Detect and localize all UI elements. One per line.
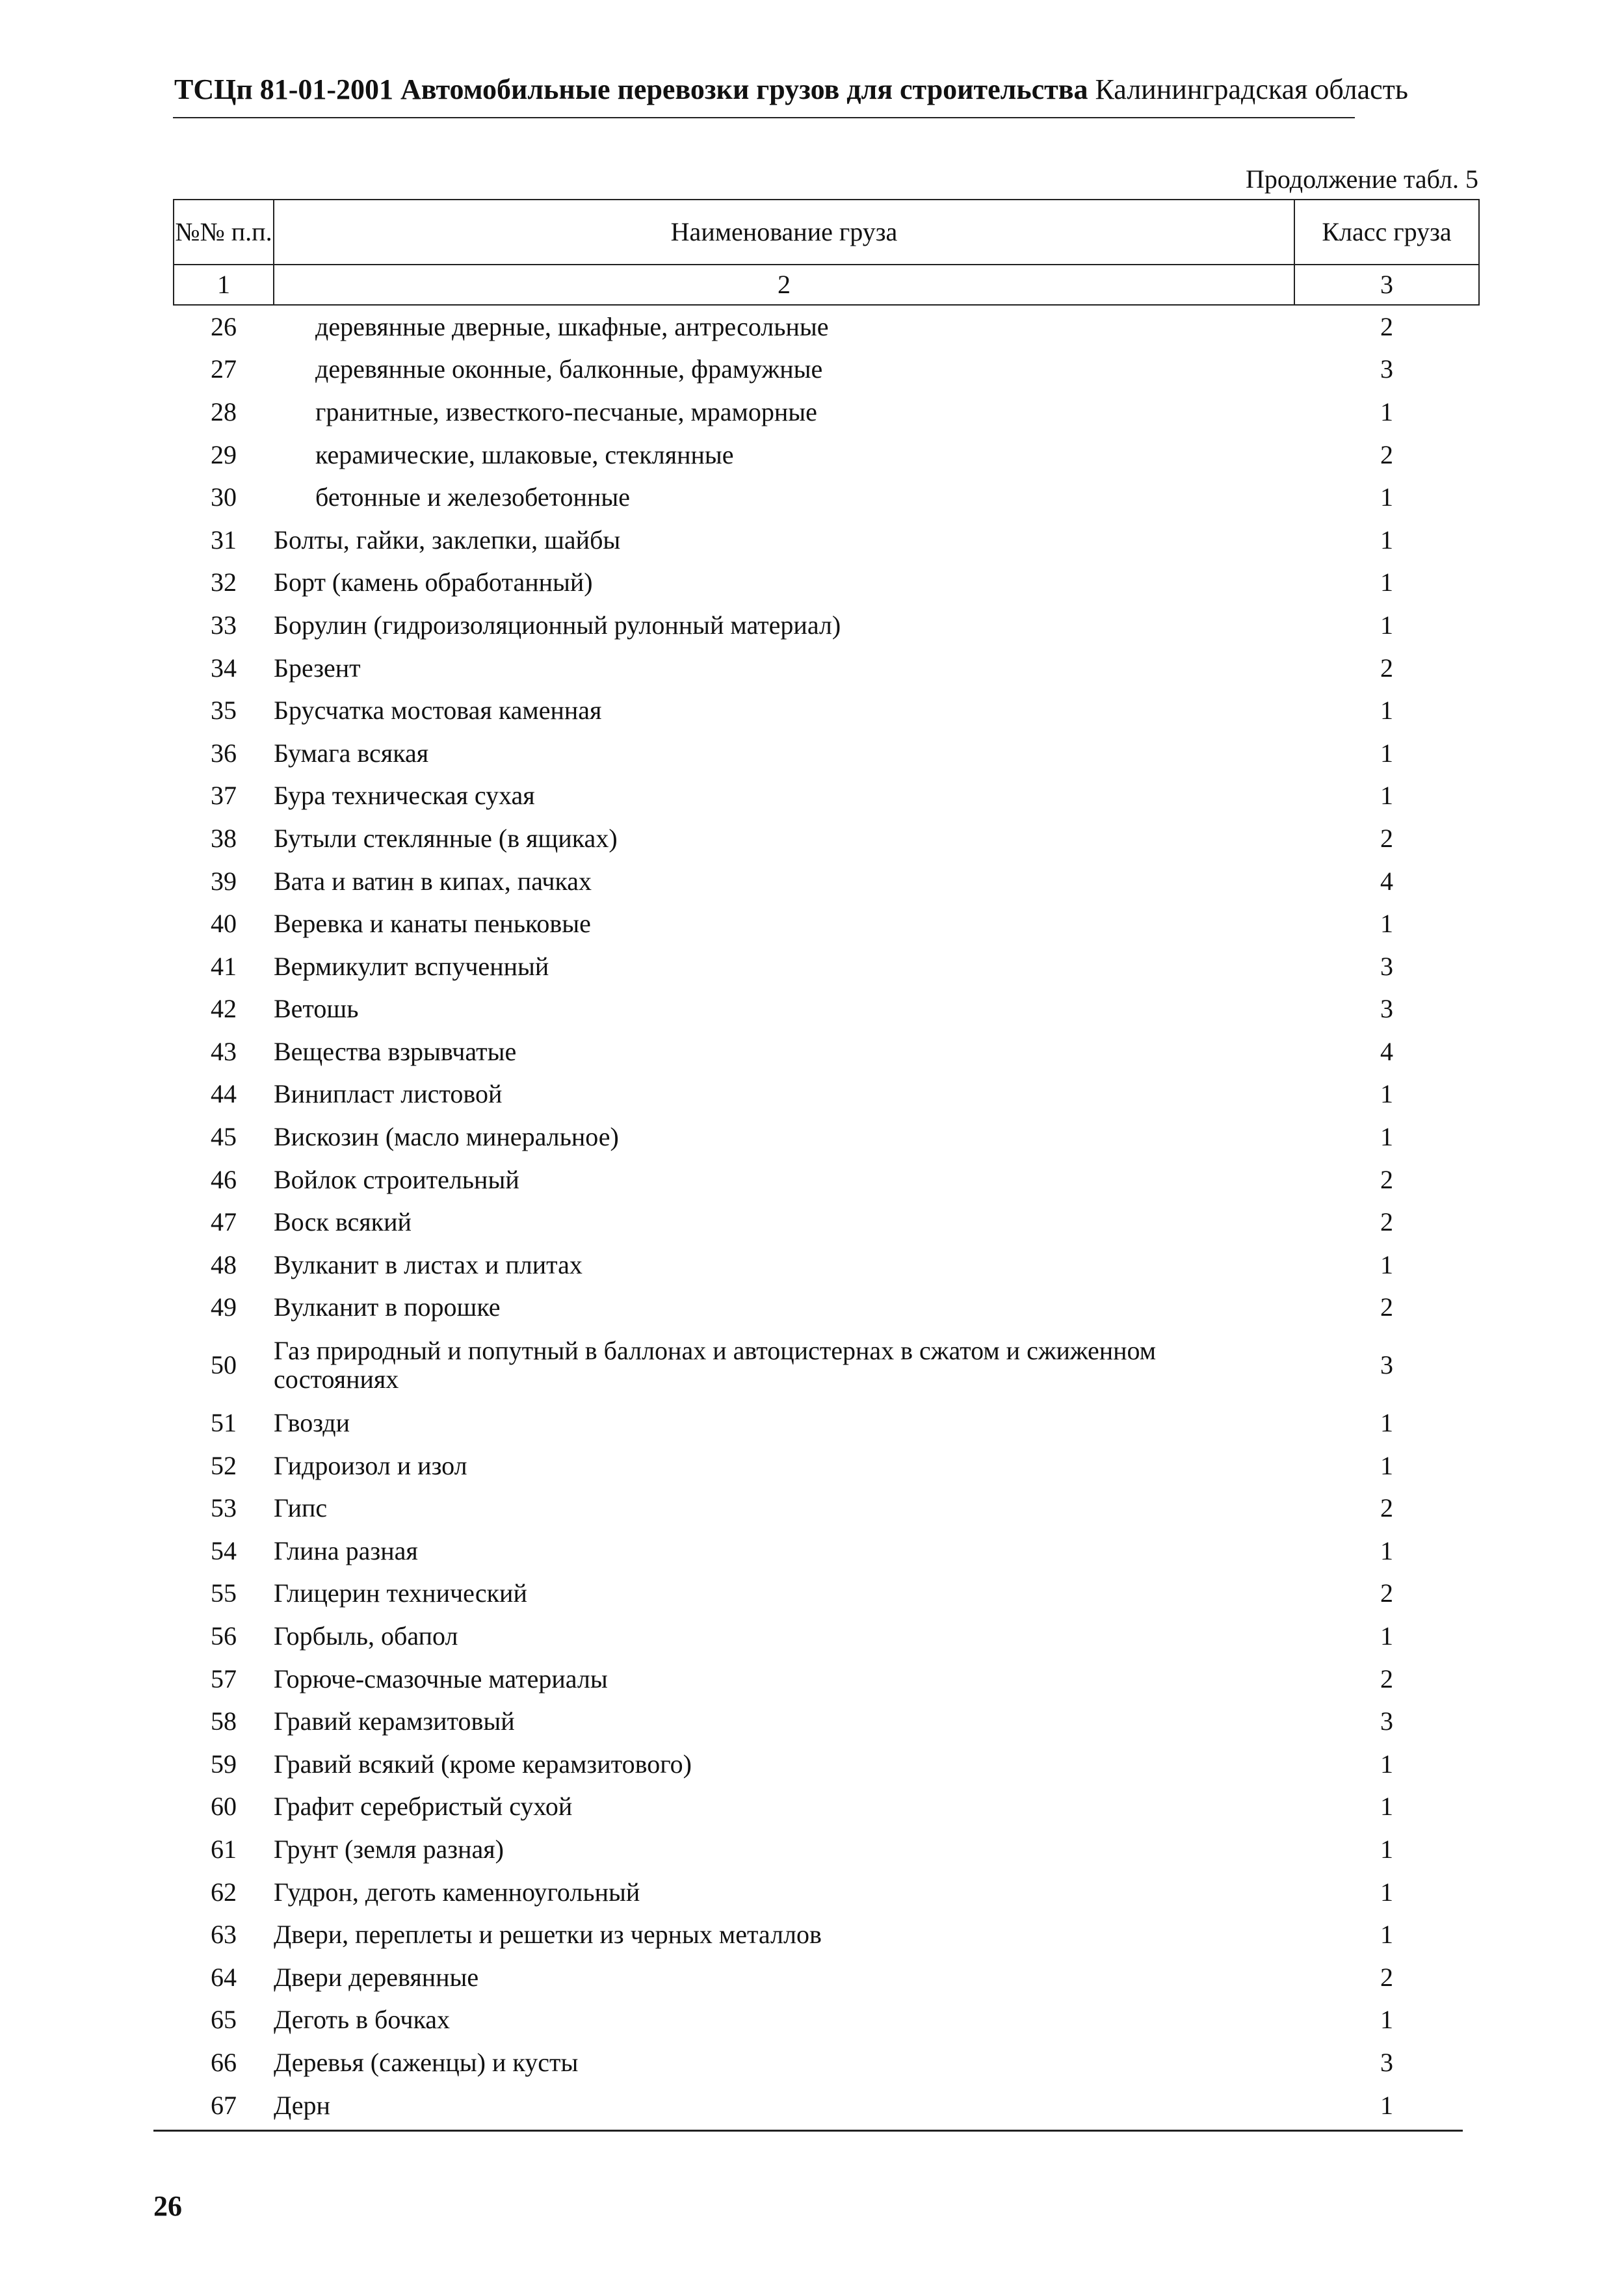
row-number: 43 [211,1036,237,1066]
row-number: 36 [211,738,237,768]
row-number: 47 [211,1207,237,1237]
cargo-class: 2 [1380,1493,1393,1523]
row-number: 63 [211,1920,237,1950]
row-number: 38 [211,823,237,853]
row-number: 39 [211,866,237,896]
cargo-name: Вещества взрывчатые [274,1036,517,1066]
cargo-name: гранитные, известкого-песчаные, мраморные [315,397,817,426]
cargo-name: Бура техническая сухая [274,781,535,811]
table-row [174,1786,1479,1829]
cargo-class: 2 [1380,1962,1393,1992]
row-number: 29 [211,439,237,469]
cargo-class: 1 [1380,2005,1393,2035]
row-number: 62 [211,1877,237,1907]
cargo-name: Горюче-смазочные материалы [274,1664,608,1693]
cargo-name: Грунт (земля разная) [274,1834,504,1864]
cargo-class: 2 [1380,823,1393,853]
column-header-name: Наименование груза [274,200,1294,265]
cargo-name: Винипласт листовой [274,1079,503,1109]
table-row [174,434,1479,477]
cargo-name: Борулин (гидроизоляционный рулонный материал) [274,610,841,640]
running-header [174,73,1408,106]
table-row [174,2041,1479,2084]
cargo-class: 4 [1380,866,1393,896]
cargo-name: деревянные дверные, шкафные, антресольные [315,311,829,341]
table-row [174,1402,1479,1444]
table-row [174,902,1479,945]
row-number: 60 [211,1792,237,1822]
cargo-class: 1 [1380,1792,1393,1822]
cargo-class: 3 [1380,354,1393,384]
region: Калининградская область [1095,73,1408,105]
header-rule [173,117,1355,118]
cargo-class: 1 [1380,696,1393,725]
cargo-class: 1 [1380,1749,1393,1779]
table-row [174,732,1479,775]
cargo-name: Брезент [274,653,361,683]
cargo-class: 1 [1380,1450,1393,1480]
column-index-row [174,265,1479,305]
row-number: 61 [211,1834,237,1864]
cargo-name: Газ природный и попутный в баллонах и автоцистернах в сжатом и сжиженном состояниях [274,1336,1157,1394]
cargo-name: Глина разная [274,1536,418,1565]
cargo-name: Двери, переплеты и решетки из черных металлов [274,1920,822,1950]
table-row [174,391,1479,434]
cargo-class: 1 [1380,1122,1393,1152]
cargo-name: бетонные и железобетонные [315,482,630,512]
cargo-class: 1 [1380,2090,1393,2120]
cargo-class: 1 [1380,781,1393,811]
row-number: 66 [211,2047,237,2077]
table-row [174,1999,1479,2042]
cargo-class: 1 [1380,525,1393,555]
table-row [174,647,1479,690]
row-number: 28 [211,397,237,426]
table-row [174,1615,1479,1658]
row-number: 35 [211,696,237,725]
table-row [174,775,1479,818]
row-number: 44 [211,1079,237,1109]
cargo-class: 1 [1380,1834,1393,1864]
row-number: 33 [211,610,237,640]
table-caption: Продолжение табл. 5 [1246,164,1478,194]
table-row [174,988,1479,1031]
row-number: 34 [211,653,237,683]
row-number: 45 [211,1122,237,1152]
cargo-class: 4 [1380,1036,1393,1066]
cargo-class: 1 [1380,1536,1393,1565]
cargo-name: Деревья (саженцы) и кусты [274,2047,579,2077]
row-number: 67 [211,2090,237,2120]
cargo-class: 3 [1380,1350,1393,1380]
table-row [174,1329,1479,1402]
cargo-name: Вата и ватин в кипах, пачках [274,866,592,896]
table-row [174,519,1479,562]
cargo-name: Гипс [274,1493,328,1523]
cargo-name: деревянные оконные, балконные, фрамужные [315,354,823,384]
row-number: 32 [211,568,237,597]
cargo-name: Гравий всякий (кроме керамзитового) [274,1749,692,1779]
table-row [174,1700,1479,1743]
row-number: 57 [211,1664,237,1693]
table-row [174,817,1479,860]
cargo-class: 2 [1380,1164,1393,1194]
column-index-1: 1 [174,265,274,305]
cargo-name: Дерн [274,2090,330,2120]
table-row [174,1530,1479,1573]
row-number: 59 [211,1749,237,1779]
cargo-class-table [173,199,1480,2126]
row-number: 49 [211,1292,237,1322]
cargo-name: Болты, гайки, заклепки, шайбы [274,525,621,555]
row-number: 64 [211,1962,237,1992]
cargo-name: Бутыли стеклянные (в ящиках) [274,823,618,853]
cargo-name: Деготь в бочках [274,2005,451,2035]
cargo-name: керамические, шлаковые, стеклянные [315,439,734,469]
cargo-class: 1 [1380,568,1393,597]
table-row [174,305,1479,348]
cargo-name: Гравий керамзитовый [274,1706,515,1736]
cargo-name: Брусчатка мостовая каменная [274,696,602,725]
cargo-name: Гудрон, деготь каменноугольный [274,1877,640,1907]
table-row [174,1073,1479,1116]
cargo-class: 1 [1380,738,1393,768]
page-number: 26 [153,2190,182,2222]
table-row [174,1116,1479,1158]
table-row [174,1444,1479,1487]
table-row [174,1871,1479,1914]
cargo-name: Вулканит в листах и плитах [274,1249,583,1279]
cargo-class: 2 [1380,311,1393,341]
table-row [174,945,1479,988]
cargo-class: 1 [1380,610,1393,640]
cargo-class: 2 [1380,1578,1393,1608]
column-header-class: Класс груза [1294,200,1479,265]
row-number: 48 [211,1249,237,1279]
table-row [174,604,1479,647]
row-number: 37 [211,781,237,811]
row-number: 53 [211,1493,237,1523]
cargo-class: 2 [1380,1207,1393,1237]
row-number: 46 [211,1164,237,1194]
table-row [174,1573,1479,1615]
row-number: 26 [211,311,237,341]
cargo-class: 1 [1380,1877,1393,1907]
table-row [174,1743,1479,1786]
row-number: 54 [211,1536,237,1565]
cargo-class: 1 [1380,1079,1393,1109]
row-number: 56 [211,1621,237,1651]
cargo-name: Бумага всякая [274,738,429,768]
table-row [174,1030,1479,1073]
table-row [174,1201,1479,1244]
bottom-rule [153,2130,1463,2132]
row-number: 55 [211,1578,237,1608]
cargo-name: Горбыль, обапол [274,1621,458,1651]
cargo-class: 1 [1380,1621,1393,1651]
cargo-name: Гидроизол и изол [274,1450,467,1480]
table-row [174,1956,1479,1999]
cargo-class: 2 [1380,1664,1393,1693]
cargo-class: 1 [1380,397,1393,426]
table-row [174,1287,1479,1329]
cargo-class: 1 [1380,482,1393,512]
table-row [174,1658,1479,1701]
doc-title: Автомобильные перевозки грузов для строительства [400,73,1088,105]
cargo-class: 3 [1380,951,1393,981]
cargo-name: Графит серебристый сухой [274,1792,573,1822]
doc-code: ТСЦп 81-01-2001 [174,73,394,105]
cargo-name: Гвозди [274,1408,350,1438]
cargo-class: 3 [1380,994,1393,1024]
cargo-name: Двери деревянные [274,1962,479,1992]
cargo-class: 2 [1380,1292,1393,1322]
row-number: 31 [211,525,237,555]
cargo-class: 1 [1380,1408,1393,1438]
table-header-row [174,200,1479,265]
cargo-name: Веревка и канаты пеньковые [274,909,591,939]
cargo-class: 3 [1380,1706,1393,1736]
row-number: 50 [211,1350,237,1380]
row-number: 42 [211,994,237,1024]
cargo-class: 3 [1380,2047,1393,2077]
row-number: 30 [211,482,237,512]
row-number: 40 [211,909,237,939]
cargo-name: Борт (камень обработанный) [274,568,593,597]
table-body [174,305,1479,2126]
table-row [174,1487,1479,1530]
table-row [174,689,1479,732]
cargo-name: Вулканит в порошке [274,1292,501,1322]
row-number: 27 [211,354,237,384]
table-row [174,2084,1479,2127]
table-row [174,860,1479,903]
cargo-name: Ветошь [274,994,359,1024]
cargo-name: Вермикулит вспученный [274,951,549,981]
cargo-name: Глицерин технический [274,1578,527,1608]
cargo-class: 2 [1380,653,1393,683]
table-row [174,348,1479,391]
row-number: 51 [211,1408,237,1438]
row-number: 65 [211,2005,237,2035]
cargo-class: 1 [1380,1920,1393,1950]
column-index-3: 3 [1294,265,1479,305]
row-number: 58 [211,1706,237,1736]
table-row [174,476,1479,519]
table-row [174,1828,1479,1871]
column-index-2: 2 [274,265,1294,305]
table-row [174,562,1479,605]
cargo-class: 2 [1380,439,1393,469]
cargo-name: Вискозин (масло минеральное) [274,1122,619,1152]
cargo-name: Воск всякий [274,1207,412,1237]
row-number: 52 [211,1450,237,1480]
row-number: 41 [211,951,237,981]
cargo-name: Войлок строительный [274,1164,519,1194]
table-row [174,1158,1479,1201]
cargo-class: 1 [1380,1249,1393,1279]
table-row [174,1913,1479,1956]
cargo-class: 1 [1380,909,1393,939]
table-row [174,1244,1479,1287]
column-header-number: №№ п.п. [174,200,274,265]
